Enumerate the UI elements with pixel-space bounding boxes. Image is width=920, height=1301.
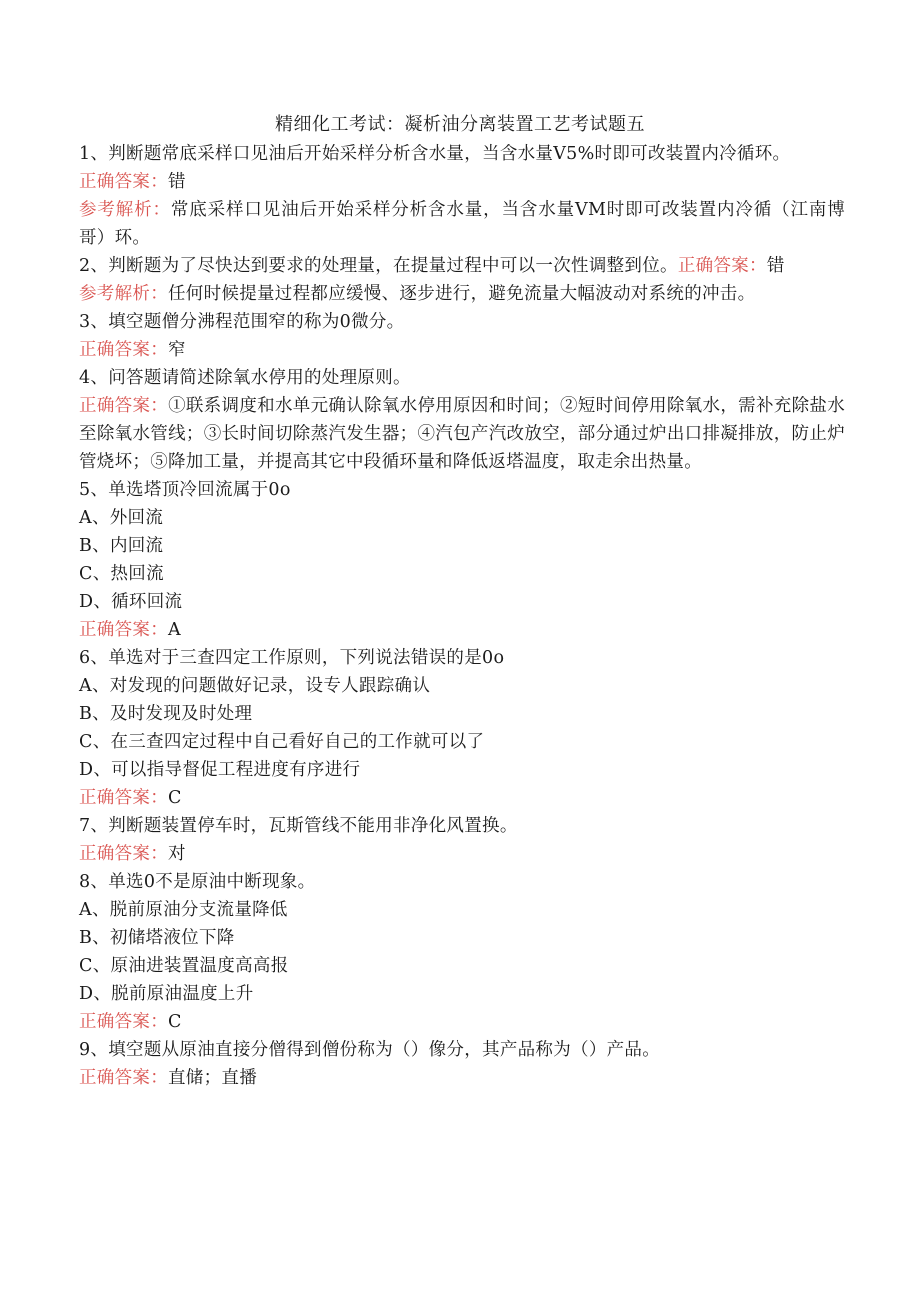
question-4-stem: 4、问答题请简述除氧水停用的处理原则。 — [79, 368, 411, 388]
question-6-option-b: B、及时发现及时处理 — [79, 704, 253, 724]
answer-value: 对 — [168, 844, 186, 864]
answer-label: 正确答案： — [79, 1068, 168, 1088]
answer-label: 正确答案： — [79, 620, 168, 640]
question-1-analysis — [79, 196, 845, 252]
question-list — [79, 140, 845, 1092]
answer-value: 错 — [168, 172, 186, 192]
answer-value: C — [168, 1012, 182, 1032]
answer-label: 正确答案： — [79, 396, 169, 416]
question-5-option-d: D、循环回流 — [79, 592, 183, 612]
answer-label: 正确答案： — [677, 256, 767, 276]
question-1-answer — [79, 168, 845, 196]
document-title: 精细化工考试：凝析油分离装置工艺考试题五 — [275, 114, 645, 135]
question-2-stem — [79, 252, 845, 280]
question-6-option-d: D、可以指导督促工程进度有序进行 — [79, 760, 361, 780]
question-5-option-b: B、内回流 — [79, 536, 164, 556]
question-5-option-c: C、热回流 — [79, 564, 164, 584]
answer-value: 错 — [766, 256, 785, 276]
answer-value: C — [168, 788, 182, 808]
question-6-stem: 6、单选对于三查四定工作原则，下列说法错误的是0o — [79, 648, 505, 668]
question-5-stem: 5、单选塔顶冷回流属于0o — [79, 480, 291, 500]
question-8-stem: 8、单选0不是原油中断现象。 — [79, 872, 316, 892]
question-8-option-b: B、初储塔液位下降 — [79, 928, 235, 948]
question-3-answer — [79, 336, 845, 364]
question-6-option-c: C、在三查四定过程中自己看好自己的工作就可以了 — [79, 732, 485, 752]
answer-label: 正确答案： — [79, 788, 168, 808]
question-3-stem: 3、填空题僧分沸程范围窄的称为0微分。 — [79, 312, 405, 332]
analysis-text: 任何时候提量过程都应缓慢、逐步进行，避免流量大幅波动对系统的冲击。 — [168, 284, 756, 304]
question-2-analysis — [79, 280, 845, 308]
question-5-answer — [79, 616, 845, 644]
answer-value: 直储；直播 — [168, 1068, 257, 1088]
analysis-label: 参考解析： — [79, 284, 168, 304]
answer-label: 正确答案： — [79, 340, 168, 360]
question-8-option-c: C、原油进装置温度高高报 — [79, 956, 289, 976]
answer-value: 窄 — [168, 340, 186, 360]
question-4-answer — [79, 392, 845, 476]
analysis-text: 常底采样口见油后开始采样分析含水量，当含水量VM时即可改装置内冷循（江南博哥）环。 — [79, 200, 846, 248]
question-1-stem: 1、判断题常底采样口见油后开始采样分析含水量，当含水量V5%时即可改装置内冷循环。 — [79, 144, 791, 164]
question-7-answer — [79, 840, 845, 868]
question-9-answer — [79, 1064, 845, 1092]
analysis-label: 参考解析： — [79, 200, 171, 220]
question-6-option-a: A、对发现的问题做好记录，设专人跟踪确认 — [79, 676, 431, 696]
question-8-option-a: A、脱前原油分支流量降低 — [79, 900, 288, 920]
question-7-stem: 7、判断题装置停车时，瓦斯管线不能用非净化风置换。 — [79, 816, 518, 836]
question-8-answer — [79, 1008, 845, 1036]
question-5-option-a: A、外回流 — [79, 508, 164, 528]
answer-value: ①联系调度和水单元确认除氧水停用原因和时间；②短时间停用除氧水，需补充除盐水至除氧水管线；③长时间切除蒸汽发生器；④汽包产汽改放空，部分通过炉出口排凝排放，防止炉管烧坏；⑤降加工量，并提高其它中段循环量和降低返塔温度，取走余出热量。 — [79, 396, 845, 472]
answer-label: 正确答案： — [79, 172, 168, 192]
question-6-answer — [79, 784, 845, 812]
answer-label: 正确答案： — [79, 844, 168, 864]
answer-value: A — [168, 620, 181, 640]
question-8-option-d: D、脱前原油温度上升 — [79, 984, 254, 1004]
question-9-stem: 9、填空题从原油直接分僧得到僧份称为（）像分，其产品称为（）产品。 — [79, 1040, 661, 1060]
question-2-stem-text: 2、判断题为了尽快达到要求的处理量，在提量过程中可以一次性调整到位。 — [79, 256, 678, 276]
answer-label: 正确答案： — [79, 1012, 168, 1032]
